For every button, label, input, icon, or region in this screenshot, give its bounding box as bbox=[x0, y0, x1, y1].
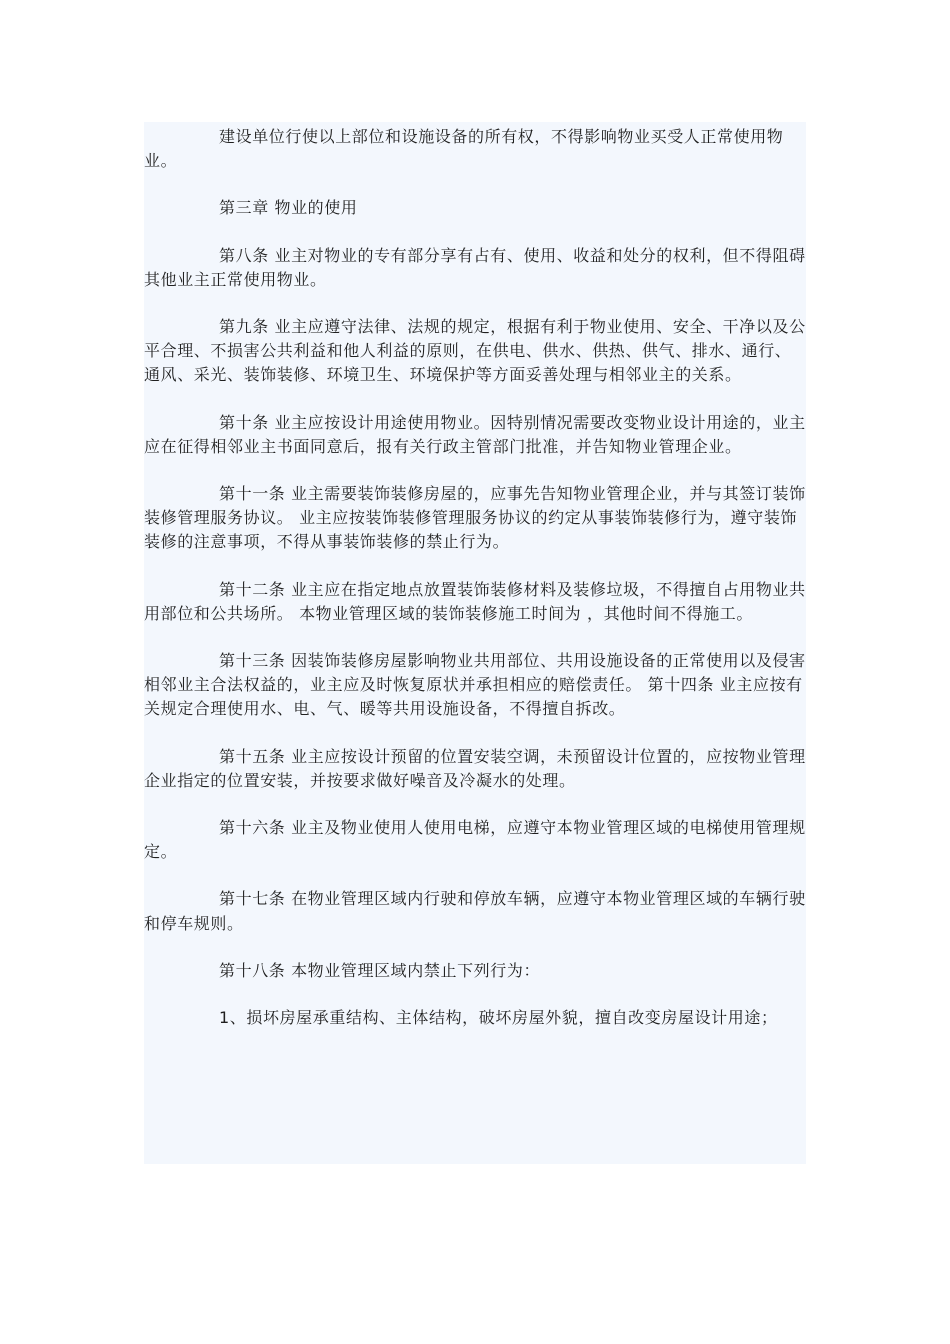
paragraph-ownership-clause: 建设单位行使以上部位和设施设备的所有权，不得影响物业买受人正常使用物业。 bbox=[144, 127, 784, 171]
chapter-heading: 第三章 物业的使用 bbox=[219, 198, 358, 218]
article-8: 第八条 业主对物业的专有部分享有占有、使用、收益和处分的权利，但不得阻碍其他业主正常使用物业。 bbox=[144, 245, 806, 289]
article-11: 第十一条 业主需要装饰装修房屋的，应事先告知物业管理企业，并与其签订装饰装修管理服务协议。 业主应按装饰装修管理服务协议的约定从事装饰装修行为，遵守装饰装修的注意事项，不得从事装饰装修的禁止行为。 bbox=[144, 484, 806, 552]
article-12: 第十二条 业主应在指定地点放置装饰装修材料及装修垃圾，不得擅自占用物业共用部位和公共场所。 本物业管理区域的装饰装修施工时间为 ，其他时间不得施工。 bbox=[144, 579, 806, 623]
article-10: 第十条 业主应按设计用途使用物业。因特别情况需要改变物业设计用途的，业主应在征得相邻业主书面同意后，报有关行政主管部门批准，并告知物业管理企业。 bbox=[144, 412, 806, 456]
article-18: 第十八条 本物业管理区域内禁止下列行为： bbox=[219, 960, 541, 980]
document-body bbox=[144, 122, 806, 1164]
article-18-item-1: 1、损坏房屋承重结构、主体结构，破坏房屋外貌，擅自改变房屋设计用途； bbox=[219, 1008, 778, 1028]
article-13-14: 第十三条 因装饰装修房屋影响物业共用部位、共用设施设备的正常使用以及侵害相邻业主合法权益的，业主应及时恢复原状并承担相应的赔偿责任。 第十四条 业主应按有关规定合理使用水、电、气、暖等共用设施设备，不得擅自拆改。 bbox=[144, 651, 806, 719]
article-17: 第十七条 在物业管理区域内行驶和停放车辆，应遵守本物业管理区域的车辆行驶和停车规则。 bbox=[144, 889, 806, 933]
article-15: 第十五条 业主应按设计预留的位置安装空调，未预留设计位置的，应按物业管理企业指定的位置安装，并按要求做好噪音及冷凝水的处理。 bbox=[144, 746, 806, 790]
article-16: 第十六条 业主及物业使用人使用电梯，应遵守本物业管理区域的电梯使用管理规定。 bbox=[144, 818, 806, 862]
article-9: 第九条 业主应遵守法律、法规的规定，根据有利于物业使用、安全、干净以及公平合理、不损害公共利益和他人利益的原则，在供电、供水、供热、供气、排水、通行、通风、采光、装饰装修、环境卫生、环境保护等方面妥善处理与相邻业主的关系。 bbox=[144, 317, 806, 385]
